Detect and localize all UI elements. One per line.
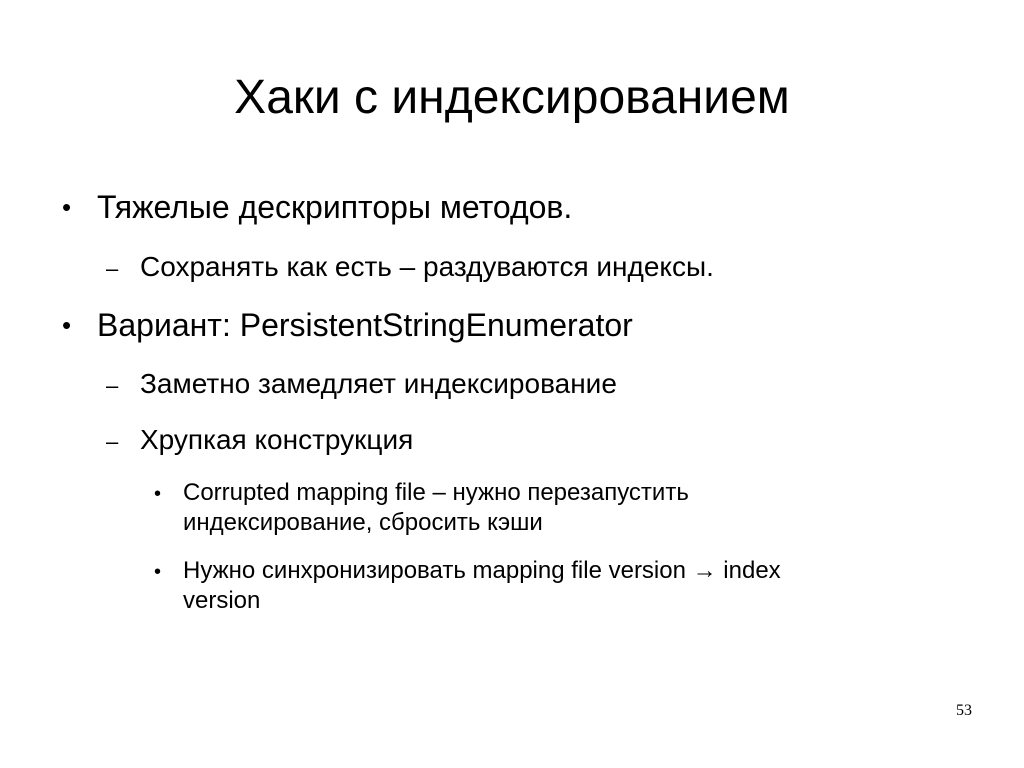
bullet-marker: • (62, 192, 72, 222)
bullet-text-block (183, 478, 983, 538)
bullet-text-line: Нужно синхронизировать mapping file version → index (183, 557, 781, 584)
bullet-text-line: индексирование, сбросить кэши (183, 509, 543, 536)
bullet-text: Вариант: PersistentStringEnumerator (97, 307, 633, 343)
bullet-item-level2 (0, 367, 1024, 403)
bullet-marker: • (154, 561, 162, 583)
bullet-item-level3 (0, 556, 1024, 618)
bullet-item-level2 (0, 423, 1024, 459)
bullet-text: Хрупкая конструкция (140, 424, 414, 455)
bullet-text-line: version (183, 587, 261, 614)
slide-title: Хаки с индексированием (234, 71, 790, 124)
dash-marker: – (106, 429, 119, 454)
page-number: 53 (956, 702, 972, 719)
bullet-item-level1 (0, 188, 1024, 228)
bullet-item-level2 (0, 250, 1024, 286)
bullet-text: Тяжелые дескрипторы методов. (97, 189, 573, 225)
bullet-text-line: Corrupted mapping file – нужно перезапустить (183, 479, 689, 506)
bullet-text: Сохранять как есть – раздуваются индексы. (140, 251, 714, 282)
bullet-marker: • (62, 310, 72, 340)
dash-marker: – (106, 256, 119, 281)
dash-marker: – (106, 373, 119, 398)
bullet-item-level3 (0, 478, 1024, 540)
bullet-item-level1 (0, 306, 1024, 346)
bullet-text: Заметно замедляет индексирование (140, 368, 617, 399)
bullet-marker: • (154, 483, 162, 505)
bullet-text-block (183, 556, 983, 616)
